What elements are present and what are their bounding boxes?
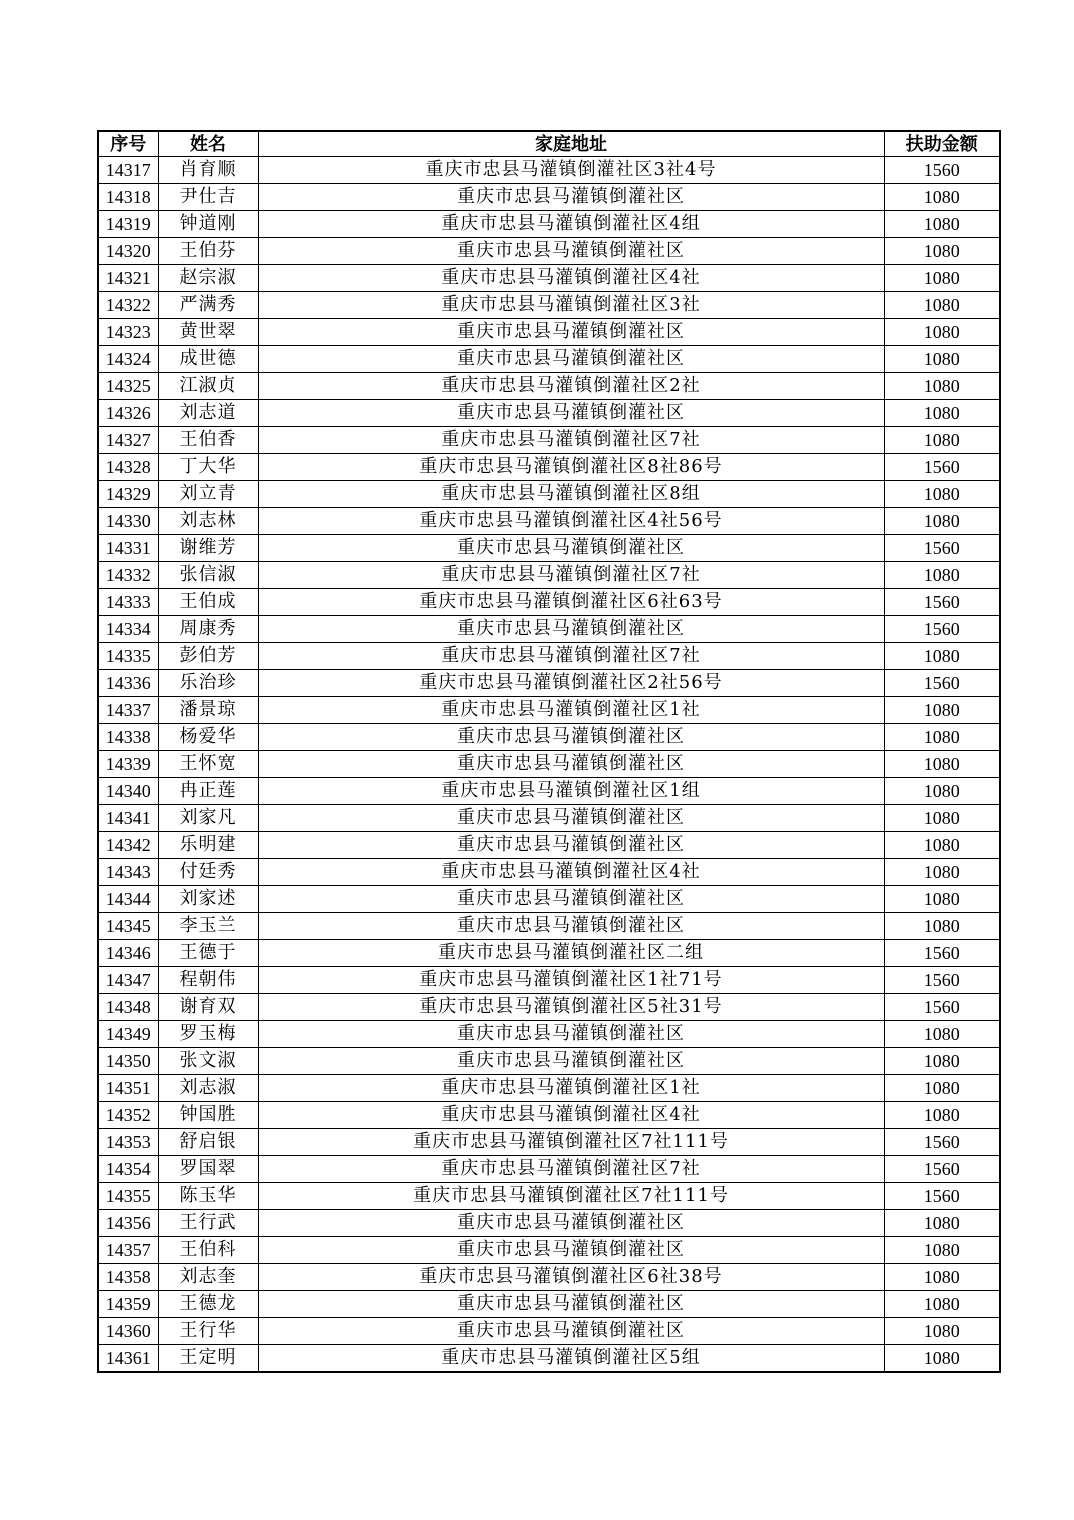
amount-cell: 1560 xyxy=(884,1129,1000,1156)
address-cell: 重庆市忠县马灌镇倒灌社区 xyxy=(258,1210,884,1237)
name-cell: 乐治珍 xyxy=(158,670,258,697)
address-cell: 重庆市忠县马灌镇倒灌社区7社111号 xyxy=(258,1129,884,1156)
name-cell: 王行武 xyxy=(158,1210,258,1237)
amount-cell: 1560 xyxy=(884,670,1000,697)
name-cell: 尹仕吉 xyxy=(158,184,258,211)
table-row xyxy=(98,1048,1000,1075)
table-row xyxy=(98,346,1000,373)
serial-number-cell: 14346 xyxy=(98,940,158,967)
table-row xyxy=(98,778,1000,805)
address-cell: 重庆市忠县马灌镇倒灌社区1社 xyxy=(258,697,884,724)
address-cell: 重庆市忠县马灌镇倒灌社区5组 xyxy=(258,1345,884,1373)
address-cell: 重庆市忠县马灌镇倒灌社区 xyxy=(258,832,884,859)
table-body xyxy=(98,157,1000,1373)
amount-cell: 1560 xyxy=(884,994,1000,1021)
name-cell: 冉正莲 xyxy=(158,778,258,805)
address-cell: 重庆市忠县马灌镇倒灌社区 xyxy=(258,1021,884,1048)
amount-cell: 1080 xyxy=(884,859,1000,886)
amount-cell: 1080 xyxy=(884,1264,1000,1291)
table-row xyxy=(98,1183,1000,1210)
header-serial-number: 序号 xyxy=(98,131,158,157)
table-row xyxy=(98,1210,1000,1237)
serial-number-cell: 14325 xyxy=(98,373,158,400)
serial-number-cell: 14341 xyxy=(98,805,158,832)
name-cell: 舒启银 xyxy=(158,1129,258,1156)
table-row xyxy=(98,184,1000,211)
amount-cell: 1080 xyxy=(884,1210,1000,1237)
name-cell: 钟国胜 xyxy=(158,1102,258,1129)
table-row xyxy=(98,535,1000,562)
address-cell: 重庆市忠县马灌镇倒灌社区 xyxy=(258,751,884,778)
table-row xyxy=(98,562,1000,589)
table-row xyxy=(98,1102,1000,1129)
table-row xyxy=(98,832,1000,859)
name-cell: 严满秀 xyxy=(158,292,258,319)
serial-number-cell: 14348 xyxy=(98,994,158,1021)
amount-cell: 1080 xyxy=(884,1291,1000,1318)
header-row xyxy=(98,131,1000,157)
address-cell: 重庆市忠县马灌镇倒灌社区 xyxy=(258,886,884,913)
serial-number-cell: 14359 xyxy=(98,1291,158,1318)
address-cell: 重庆市忠县马灌镇倒灌社区 xyxy=(258,1318,884,1345)
table-row xyxy=(98,805,1000,832)
name-cell: 张文淑 xyxy=(158,1048,258,1075)
table-row xyxy=(98,319,1000,346)
serial-number-cell: 14332 xyxy=(98,562,158,589)
table-row xyxy=(98,238,1000,265)
amount-cell: 1080 xyxy=(884,346,1000,373)
serial-number-cell: 14319 xyxy=(98,211,158,238)
serial-number-cell: 14358 xyxy=(98,1264,158,1291)
table-row xyxy=(98,886,1000,913)
table-row xyxy=(98,292,1000,319)
serial-number-cell: 14335 xyxy=(98,643,158,670)
amount-cell: 1080 xyxy=(884,1048,1000,1075)
serial-number-cell: 14317 xyxy=(98,157,158,184)
serial-number-cell: 14318 xyxy=(98,184,158,211)
amount-cell: 1560 xyxy=(884,157,1000,184)
table-row xyxy=(98,670,1000,697)
name-cell: 王行华 xyxy=(158,1318,258,1345)
address-cell: 重庆市忠县马灌镇倒灌社区2社 xyxy=(258,373,884,400)
table-row xyxy=(98,211,1000,238)
table-row xyxy=(98,427,1000,454)
amount-cell: 1080 xyxy=(884,373,1000,400)
serial-number-cell: 14352 xyxy=(98,1102,158,1129)
table-row xyxy=(98,1129,1000,1156)
name-cell: 潘景琼 xyxy=(158,697,258,724)
serial-number-cell: 14353 xyxy=(98,1129,158,1156)
amount-cell: 1080 xyxy=(884,1237,1000,1264)
name-cell: 杨爱华 xyxy=(158,724,258,751)
amount-cell: 1080 xyxy=(884,1021,1000,1048)
address-cell: 重庆市忠县马灌镇倒灌社区 xyxy=(258,724,884,751)
name-cell: 江淑贞 xyxy=(158,373,258,400)
serial-number-cell: 14345 xyxy=(98,913,158,940)
name-cell: 陈玉华 xyxy=(158,1183,258,1210)
serial-number-cell: 14340 xyxy=(98,778,158,805)
header-name: 姓名 xyxy=(158,131,258,157)
table-row xyxy=(98,1264,1000,1291)
table-row xyxy=(98,859,1000,886)
table-row xyxy=(98,373,1000,400)
table-row xyxy=(98,697,1000,724)
name-cell: 王伯香 xyxy=(158,427,258,454)
amount-cell: 1560 xyxy=(884,616,1000,643)
table-row xyxy=(98,1291,1000,1318)
amount-cell: 1080 xyxy=(884,238,1000,265)
amount-cell: 1080 xyxy=(884,697,1000,724)
serial-number-cell: 14322 xyxy=(98,292,158,319)
amount-cell: 1560 xyxy=(884,967,1000,994)
serial-number-cell: 14328 xyxy=(98,454,158,481)
table-row xyxy=(98,940,1000,967)
table-row xyxy=(98,1075,1000,1102)
address-cell: 重庆市忠县马灌镇倒灌社区 xyxy=(258,805,884,832)
name-cell: 刘志奎 xyxy=(158,1264,258,1291)
amount-cell: 1080 xyxy=(884,211,1000,238)
address-cell: 重庆市忠县马灌镇倒灌社区7社 xyxy=(258,643,884,670)
table-header xyxy=(98,131,1000,157)
address-cell: 重庆市忠县马灌镇倒灌社区6社63号 xyxy=(258,589,884,616)
name-cell: 谢育双 xyxy=(158,994,258,1021)
table-row xyxy=(98,508,1000,535)
amount-cell: 1080 xyxy=(884,832,1000,859)
amount-cell: 1080 xyxy=(884,508,1000,535)
address-cell: 重庆市忠县马灌镇倒灌社区 xyxy=(258,913,884,940)
amount-cell: 1080 xyxy=(884,886,1000,913)
address-cell: 重庆市忠县马灌镇倒灌社区 xyxy=(258,346,884,373)
name-cell: 王定明 xyxy=(158,1345,258,1373)
serial-number-cell: 14334 xyxy=(98,616,158,643)
name-cell: 刘志林 xyxy=(158,508,258,535)
amount-cell: 1080 xyxy=(884,751,1000,778)
name-cell: 彭伯芳 xyxy=(158,643,258,670)
address-cell: 重庆市忠县马灌镇倒灌社区7社 xyxy=(258,1156,884,1183)
name-cell: 赵宗淑 xyxy=(158,265,258,292)
name-cell: 王伯成 xyxy=(158,589,258,616)
table-row xyxy=(98,589,1000,616)
address-cell: 重庆市忠县马灌镇倒灌社区二组 xyxy=(258,940,884,967)
address-cell: 重庆市忠县马灌镇倒灌社区4组 xyxy=(258,211,884,238)
name-cell: 罗国翠 xyxy=(158,1156,258,1183)
table-row xyxy=(98,400,1000,427)
address-cell: 重庆市忠县马灌镇倒灌社区3社 xyxy=(258,292,884,319)
name-cell: 丁大华 xyxy=(158,454,258,481)
serial-number-cell: 14354 xyxy=(98,1156,158,1183)
amount-cell: 1080 xyxy=(884,1075,1000,1102)
serial-number-cell: 14356 xyxy=(98,1210,158,1237)
table-row xyxy=(98,1021,1000,1048)
amount-cell: 1080 xyxy=(884,1318,1000,1345)
serial-number-cell: 14336 xyxy=(98,670,158,697)
serial-number-cell: 14331 xyxy=(98,535,158,562)
amount-cell: 1560 xyxy=(884,1183,1000,1210)
header-home-address: 家庭地址 xyxy=(258,131,884,157)
address-cell: 重庆市忠县马灌镇倒灌社区 xyxy=(258,319,884,346)
amount-cell: 1080 xyxy=(884,562,1000,589)
amount-cell: 1080 xyxy=(884,481,1000,508)
address-cell: 重庆市忠县马灌镇倒灌社区1社 xyxy=(258,1075,884,1102)
address-cell: 重庆市忠县马灌镇倒灌社区 xyxy=(258,616,884,643)
name-cell: 乐明建 xyxy=(158,832,258,859)
serial-number-cell: 14327 xyxy=(98,427,158,454)
address-cell: 重庆市忠县马灌镇倒灌社区4社 xyxy=(258,265,884,292)
name-cell: 张信淑 xyxy=(158,562,258,589)
serial-number-cell: 14355 xyxy=(98,1183,158,1210)
table-row xyxy=(98,157,1000,184)
serial-number-cell: 14321 xyxy=(98,265,158,292)
serial-number-cell: 14320 xyxy=(98,238,158,265)
serial-number-cell: 14357 xyxy=(98,1237,158,1264)
amount-cell: 1080 xyxy=(884,265,1000,292)
amount-cell: 1080 xyxy=(884,427,1000,454)
name-cell: 王怀宽 xyxy=(158,751,258,778)
serial-number-cell: 14324 xyxy=(98,346,158,373)
serial-number-cell: 14347 xyxy=(98,967,158,994)
amount-cell: 1080 xyxy=(884,913,1000,940)
address-cell: 重庆市忠县马灌镇倒灌社区8社86号 xyxy=(258,454,884,481)
address-cell: 重庆市忠县马灌镇倒灌社区 xyxy=(258,1048,884,1075)
amount-cell: 1080 xyxy=(884,643,1000,670)
address-cell: 重庆市忠县马灌镇倒灌社区1社71号 xyxy=(258,967,884,994)
table-row xyxy=(98,481,1000,508)
name-cell: 刘家凡 xyxy=(158,805,258,832)
table-row xyxy=(98,643,1000,670)
serial-number-cell: 14361 xyxy=(98,1345,158,1373)
serial-number-cell: 14349 xyxy=(98,1021,158,1048)
table-row xyxy=(98,724,1000,751)
name-cell: 周康秀 xyxy=(158,616,258,643)
name-cell: 王伯科 xyxy=(158,1237,258,1264)
address-cell: 重庆市忠县马灌镇倒灌社区7社111号 xyxy=(258,1183,884,1210)
table-row xyxy=(98,967,1000,994)
address-cell: 重庆市忠县马灌镇倒灌社区 xyxy=(258,1291,884,1318)
name-cell: 罗玉梅 xyxy=(158,1021,258,1048)
name-cell: 黄世翠 xyxy=(158,319,258,346)
amount-cell: 1080 xyxy=(884,1102,1000,1129)
address-cell: 重庆市忠县马灌镇倒灌社区4社 xyxy=(258,1102,884,1129)
serial-number-cell: 14329 xyxy=(98,481,158,508)
name-cell: 成世德 xyxy=(158,346,258,373)
name-cell: 王德龙 xyxy=(158,1291,258,1318)
table-row xyxy=(98,1156,1000,1183)
serial-number-cell: 14344 xyxy=(98,886,158,913)
amount-cell: 1080 xyxy=(884,319,1000,346)
serial-number-cell: 14333 xyxy=(98,589,158,616)
address-cell: 重庆市忠县马灌镇倒灌社区 xyxy=(258,400,884,427)
name-cell: 王德于 xyxy=(158,940,258,967)
table-row xyxy=(98,1345,1000,1373)
serial-number-cell: 14350 xyxy=(98,1048,158,1075)
address-cell: 重庆市忠县马灌镇倒灌社区4社 xyxy=(258,859,884,886)
address-cell: 重庆市忠县马灌镇倒灌社区7社 xyxy=(258,427,884,454)
address-cell: 重庆市忠县马灌镇倒灌社区7社 xyxy=(258,562,884,589)
amount-cell: 1080 xyxy=(884,184,1000,211)
name-cell: 程朝伟 xyxy=(158,967,258,994)
serial-number-cell: 14339 xyxy=(98,751,158,778)
address-cell: 重庆市忠县马灌镇倒灌社区8组 xyxy=(258,481,884,508)
table-row xyxy=(98,994,1000,1021)
name-cell: 刘志淑 xyxy=(158,1075,258,1102)
serial-number-cell: 14360 xyxy=(98,1318,158,1345)
name-cell: 付廷秀 xyxy=(158,859,258,886)
amount-cell: 1560 xyxy=(884,454,1000,481)
name-cell: 谢维芳 xyxy=(158,535,258,562)
table-row xyxy=(98,913,1000,940)
amount-cell: 1560 xyxy=(884,940,1000,967)
table-row xyxy=(98,1318,1000,1345)
table-row xyxy=(98,454,1000,481)
name-cell: 刘家述 xyxy=(158,886,258,913)
amount-cell: 1080 xyxy=(884,724,1000,751)
table-row xyxy=(98,616,1000,643)
amount-cell: 1080 xyxy=(884,805,1000,832)
serial-number-cell: 14338 xyxy=(98,724,158,751)
address-cell: 重庆市忠县马灌镇倒灌社区1组 xyxy=(258,778,884,805)
assistance-table xyxy=(97,130,1001,1373)
amount-cell: 1560 xyxy=(884,535,1000,562)
address-cell: 重庆市忠县马灌镇倒灌社区4社56号 xyxy=(258,508,884,535)
serial-number-cell: 14342 xyxy=(98,832,158,859)
amount-cell: 1560 xyxy=(884,1156,1000,1183)
table-row xyxy=(98,265,1000,292)
address-cell: 重庆市忠县马灌镇倒灌社区3社4号 xyxy=(258,157,884,184)
amount-cell: 1560 xyxy=(884,589,1000,616)
serial-number-cell: 14330 xyxy=(98,508,158,535)
name-cell: 肖育顺 xyxy=(158,157,258,184)
address-cell: 重庆市忠县马灌镇倒灌社区6社38号 xyxy=(258,1264,884,1291)
name-cell: 李玉兰 xyxy=(158,913,258,940)
amount-cell: 1080 xyxy=(884,400,1000,427)
table-row xyxy=(98,1237,1000,1264)
address-cell: 重庆市忠县马灌镇倒灌社区 xyxy=(258,535,884,562)
amount-cell: 1080 xyxy=(884,1345,1000,1373)
amount-cell: 1080 xyxy=(884,292,1000,319)
name-cell: 钟道刚 xyxy=(158,211,258,238)
serial-number-cell: 14337 xyxy=(98,697,158,724)
address-cell: 重庆市忠县马灌镇倒灌社区 xyxy=(258,184,884,211)
serial-number-cell: 14323 xyxy=(98,319,158,346)
serial-number-cell: 14343 xyxy=(98,859,158,886)
table-row xyxy=(98,751,1000,778)
amount-cell: 1080 xyxy=(884,778,1000,805)
address-cell: 重庆市忠县马灌镇倒灌社区5社31号 xyxy=(258,994,884,1021)
header-assistance-amount: 扶助金额 xyxy=(884,131,1000,157)
name-cell: 刘志道 xyxy=(158,400,258,427)
serial-number-cell: 14326 xyxy=(98,400,158,427)
name-cell: 刘立青 xyxy=(158,481,258,508)
serial-number-cell: 14351 xyxy=(98,1075,158,1102)
address-cell: 重庆市忠县马灌镇倒灌社区 xyxy=(258,1237,884,1264)
address-cell: 重庆市忠县马灌镇倒灌社区2社56号 xyxy=(258,670,884,697)
address-cell: 重庆市忠县马灌镇倒灌社区 xyxy=(258,238,884,265)
name-cell: 王伯芬 xyxy=(158,238,258,265)
